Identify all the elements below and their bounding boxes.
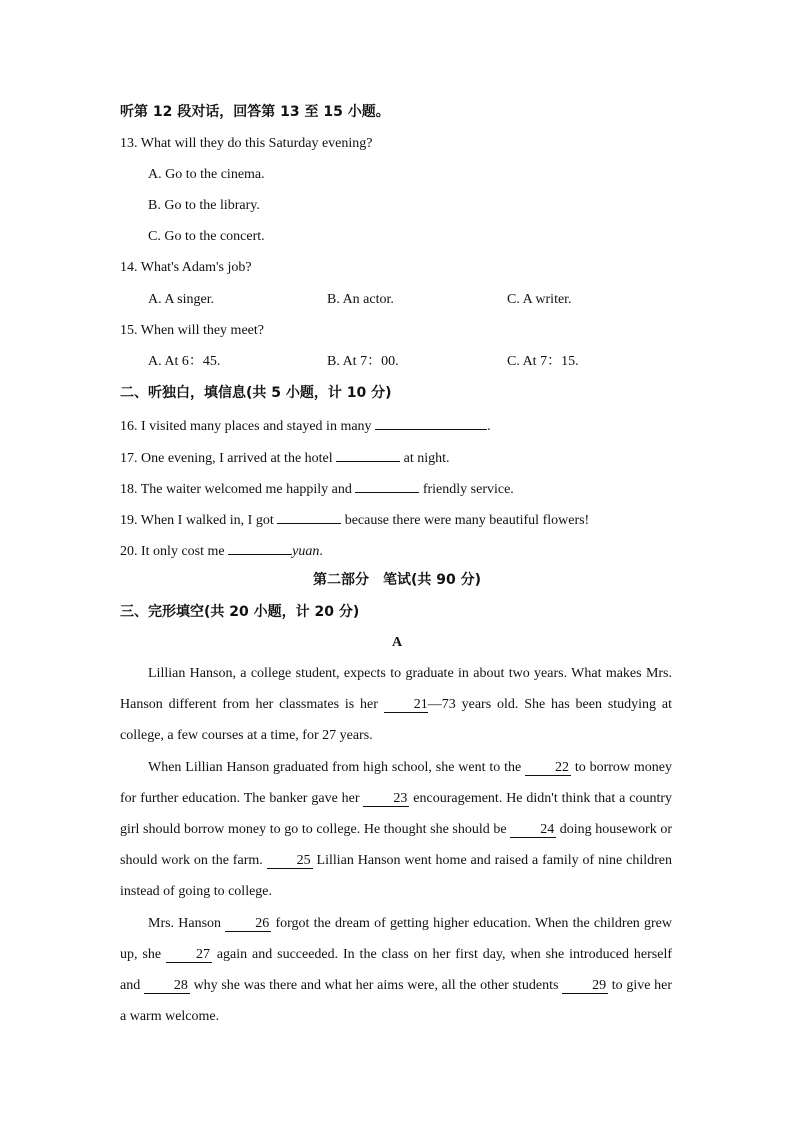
part-2-title: 第二部分 笔试(共 90 分) <box>312 572 482 588</box>
question-16-end: . <box>487 419 491 434</box>
passage-paragraph-2 <box>120 752 672 907</box>
passage-label: A <box>391 635 403 650</box>
cloze-blank-24[interactable]: 24 <box>510 822 556 838</box>
question-13-stem: 13. What will they do this Saturday evening? <box>120 136 373 151</box>
paragraph-1-text-1: Lillian Hanson, a college student, expects to graduate in about two years. What makes Mrs. Hanson different from her classmates is her <box>120 666 672 712</box>
question-18-text: 18. The waiter welcomed me happily and <box>120 482 356 497</box>
question-20 <box>120 540 323 561</box>
question-19-text: 19. When I walked in, I got <box>120 513 278 528</box>
question-17-text: 17. One evening, I arrived at the hotel <box>120 451 337 466</box>
question-18-end: friendly service. <box>419 482 514 497</box>
answer-blank-18[interactable] <box>355 478 419 493</box>
question-19 <box>120 509 589 530</box>
cloze-blank-29[interactable]: 29 <box>562 978 608 994</box>
question-17 <box>120 447 450 468</box>
paragraph-3-text-1: Mrs. Hanson <box>148 916 226 931</box>
cloze-blank-22[interactable]: 22 <box>525 760 571 776</box>
paragraph-1-text-2: —73 years old. She has been studying at college, a few courses at a time, for 27 years. <box>120 697 672 743</box>
question-13-option-b: B. Go to the library. <box>148 198 260 213</box>
question-18 <box>120 478 514 499</box>
question-15-option-c: C. At 7：15. <box>507 354 579 369</box>
question-16 <box>120 415 491 436</box>
paragraph-2-text-2: to borrow money for further education. The banker gave her <box>120 760 672 806</box>
cloze-blank-26[interactable]: 26 <box>225 916 271 932</box>
paragraph-2-text-1: When Lillian Hanson graduated from high school, she went to the <box>148 760 526 775</box>
passage-paragraph-1 <box>120 658 672 751</box>
cloze-blank-23[interactable]: 23 <box>363 791 409 807</box>
answer-blank-19[interactable] <box>277 509 341 524</box>
paragraph-3-text-2: forgot the dream of getting higher education. When the children grew up, she <box>120 916 672 962</box>
paragraph-2-text-3: encouragement. He didn't think that a country girl should borrow money to go to college. He thought she should be <box>120 791 672 837</box>
question-20-end: . <box>319 544 323 559</box>
question-15-stem: 15. When will they meet? <box>120 323 264 338</box>
question-15-option-a: A. At 6：45. <box>148 354 221 369</box>
paragraph-3-text-3: again and succeeded. In the class on her first day, when she introduced herself and <box>120 947 672 993</box>
cloze-blank-25[interactable]: 25 <box>267 853 313 869</box>
cloze-blank-28[interactable]: 28 <box>144 978 190 994</box>
paragraph-3-text-4: why she was there and what her aims were, all the other students <box>189 978 563 993</box>
passage-paragraph-3 <box>120 908 672 1032</box>
answer-blank-17[interactable] <box>336 447 400 462</box>
paragraph-2-text-4: doing housework or should work on the farm. <box>120 822 672 868</box>
answer-blank-16[interactable] <box>375 415 487 430</box>
question-14-option-c: C. A writer. <box>507 292 572 307</box>
question-20-unit: yuan <box>292 544 320 559</box>
paragraph-2-text-5: Lillian Hanson went home and raised a family of nine children instead of going to college. <box>120 853 672 899</box>
question-14-stem: 14. What's Adam's job? <box>120 260 252 275</box>
section-2-heading: 二、听独白，填信息(共 5 小题，计 10 分) <box>120 385 392 401</box>
question-20-text: 20. It only cost me <box>120 544 229 559</box>
question-14-option-a: A. A singer. <box>148 292 215 307</box>
question-13-option-a: A. Go to the cinema. <box>148 167 265 182</box>
section-3-heading: 三、完形填空(共 20 小题，计 20 分) <box>120 604 360 620</box>
paragraph-3-text-5: to give her a warm welcome. <box>120 978 672 1024</box>
question-15-option-b: B. At 7：00. <box>327 354 399 369</box>
dialogue-12-intro: 听第 12 段对话，回答第 13 至 15 小题。 <box>120 104 390 120</box>
question-13-option-c: C. Go to the concert. <box>148 229 265 244</box>
cloze-blank-27[interactable]: 27 <box>166 947 212 963</box>
question-17-end: at night. <box>400 451 450 466</box>
question-14-option-b: B. An actor. <box>327 292 394 307</box>
question-16-text: 16. I visited many places and stayed in many <box>120 419 376 434</box>
question-19-end: because there were many beautiful flowers! <box>341 513 590 528</box>
answer-blank-20[interactable] <box>228 540 292 555</box>
cloze-blank-21[interactable]: 21 <box>384 697 428 713</box>
